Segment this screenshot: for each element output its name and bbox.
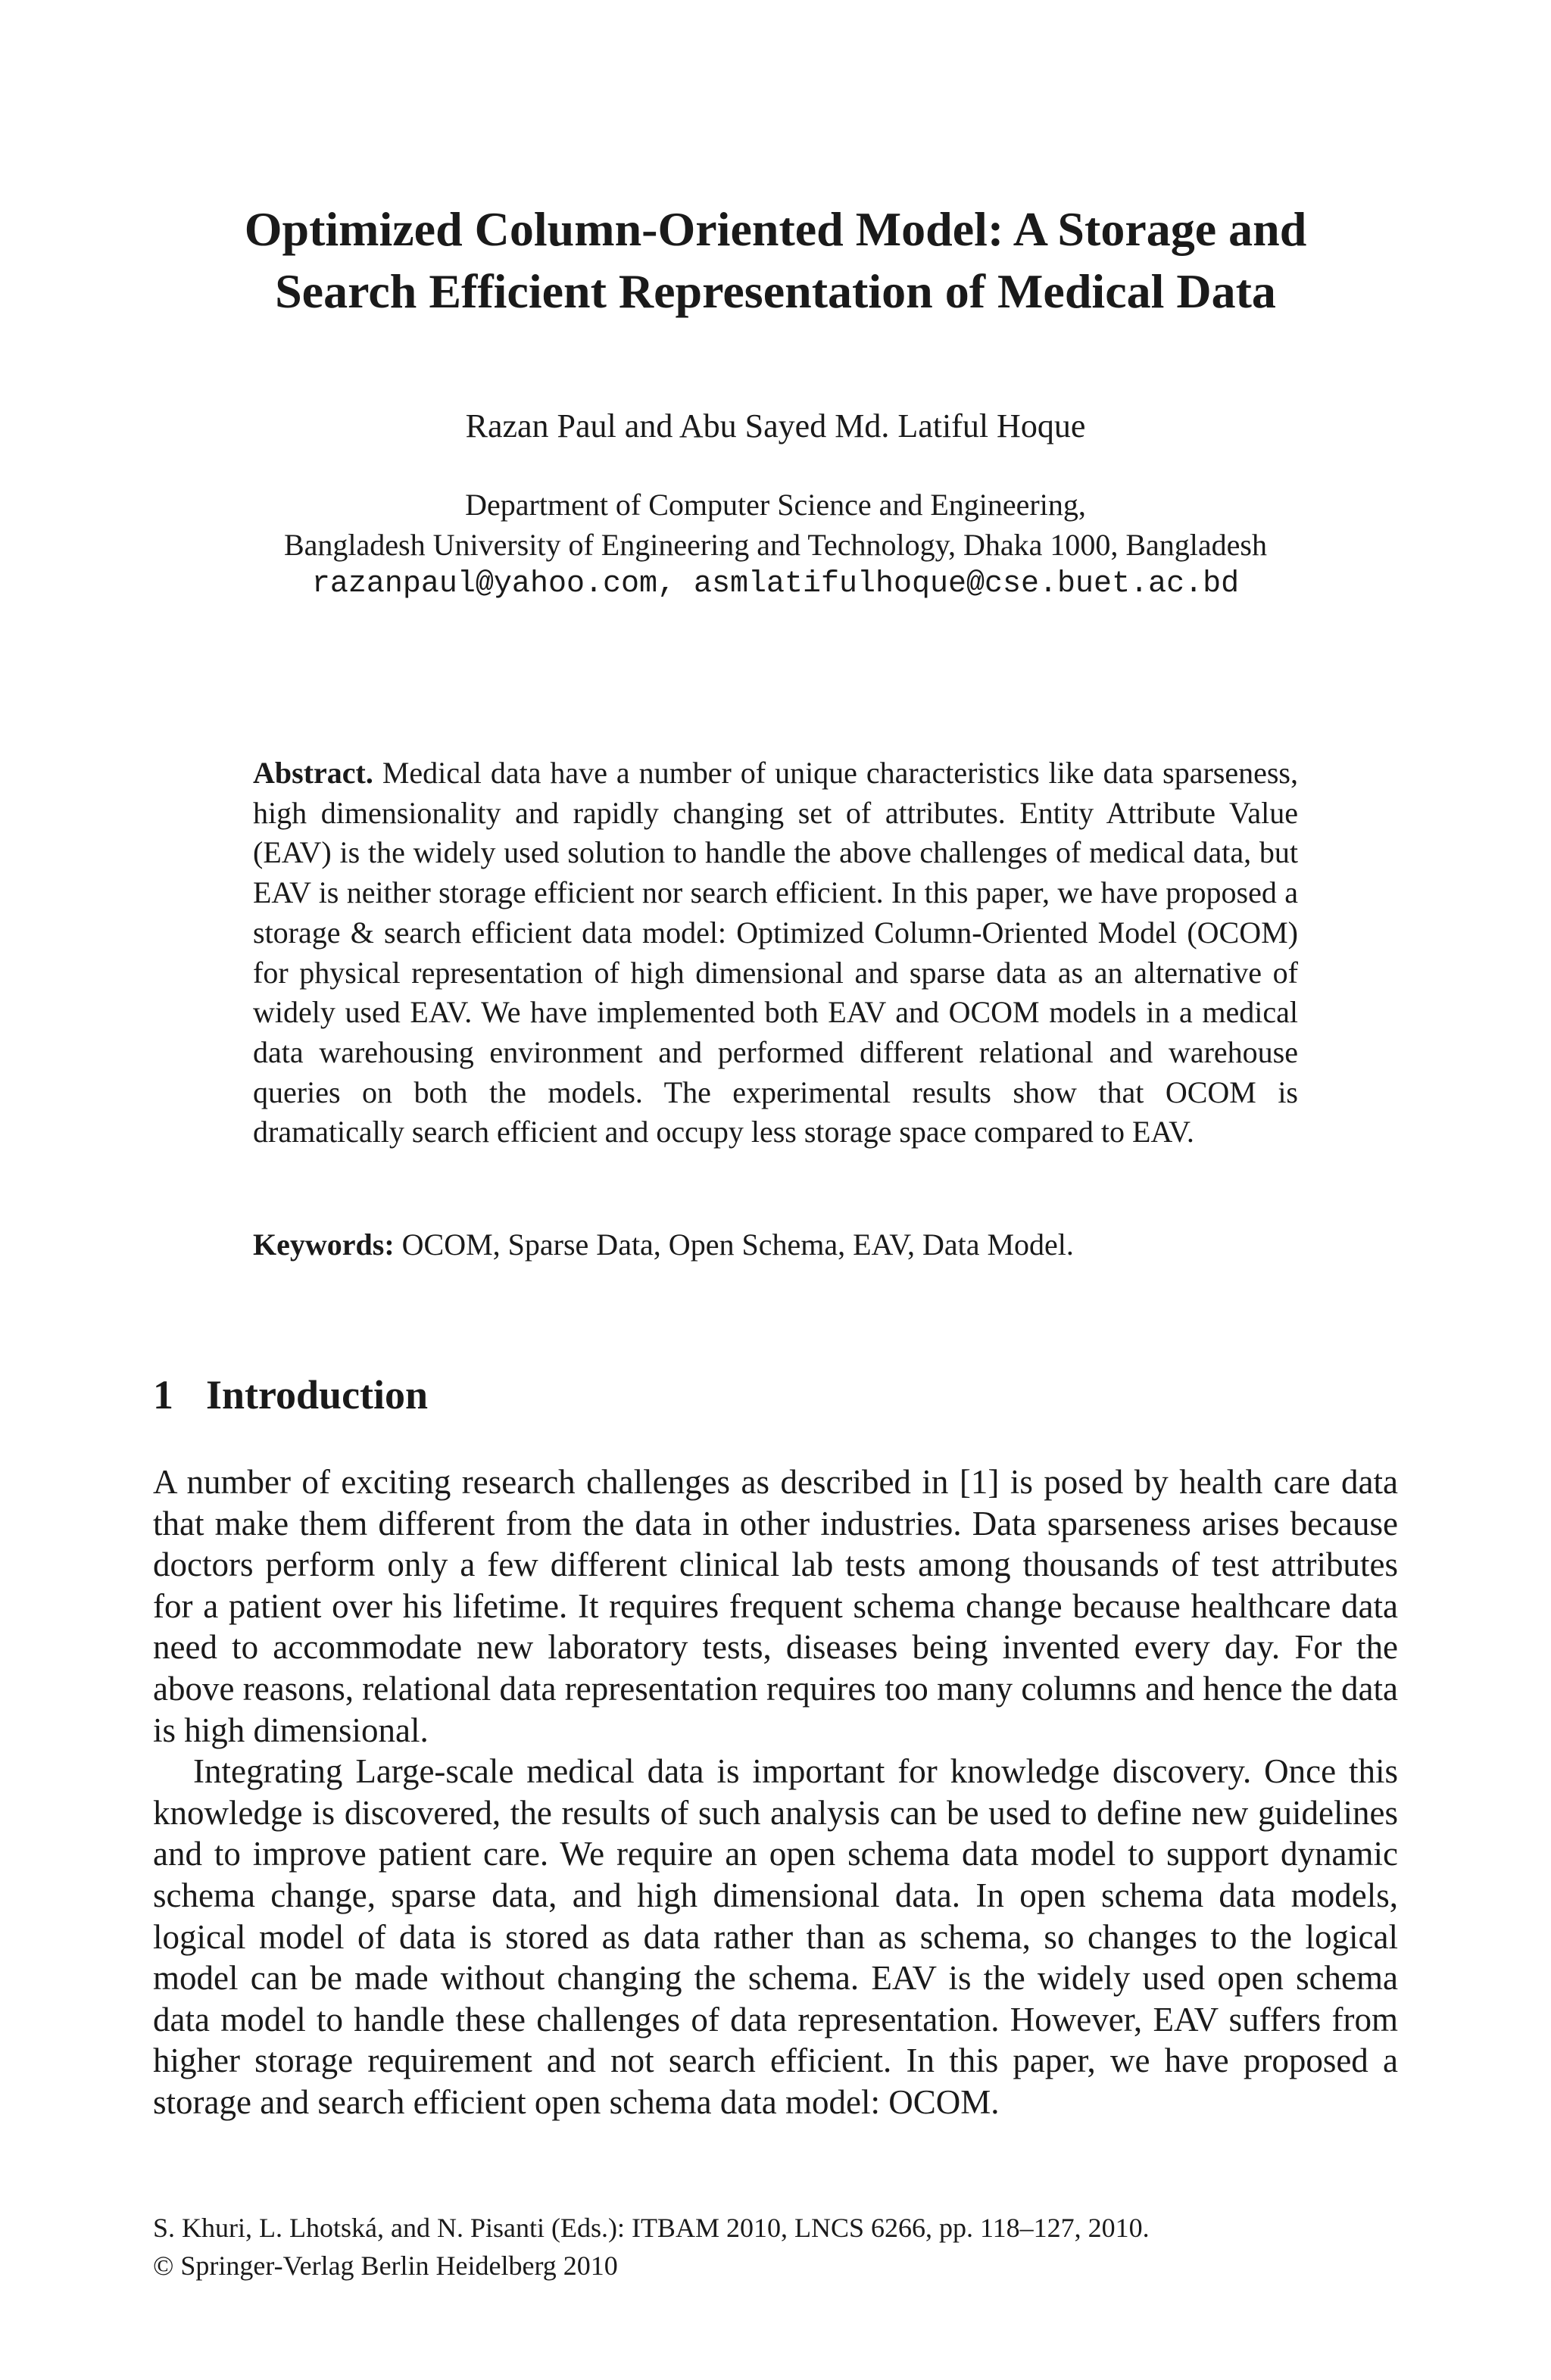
abstract-text: Medical data have a number of unique characteristics like data sparseness, high dimensionality and rapidly changing set of attributes. Entity Attribute Value (EAV) is the widely used solution to handle the above challenges of medical data, but EAV is neither storage efficient nor search efficient. In this paper, we have proposed a storage & search efficient data model: Optimized Column-Oriented Model (OCOM) for physical representation of high dimensional and sparse data as an alternative of widely used EAV. We have implemented both EAV and OCOM models in a medical data warehousing environment and performed different relational and warehouse queries on both the models. The experimental results show that OCOM is dramatically search efficient and occupy less storage space compared to EAV. bbox=[253, 756, 1298, 1149]
affiliation-line-2: Bangladesh University of Engineering and Technology, Dhaka 1000, Bangladesh bbox=[283, 528, 1267, 562]
affiliation bbox=[0, 485, 1551, 565]
footer-copyright: © Springer-Verlag Berlin Heidelberg 2010 bbox=[153, 2251, 618, 2281]
title-line-2: Search Efficient Representation of Medical Data bbox=[275, 264, 1276, 318]
keywords-label: Keywords: bbox=[253, 1227, 395, 1262]
keywords-text: OCOM, Sparse Data, Open Schema, EAV, Data Model. bbox=[401, 1227, 1074, 1262]
section-number: 1 bbox=[153, 1372, 173, 1418]
section-title: Introduction bbox=[206, 1372, 429, 1418]
section-heading bbox=[153, 1369, 428, 1421]
footer-citation: S. Khuri, L. Lhotská, and N. Pisanti (Eds.): ITBAM 2010, LNCS 6266, pp. 118–127, 2010. bbox=[153, 2213, 1150, 2243]
affiliation-line-1: Department of Computer Science and Engineering, bbox=[465, 488, 1086, 522]
section-body bbox=[153, 1461, 1398, 2123]
authors: Razan Paul and Abu Sayed Md. Latiful Hoque bbox=[465, 407, 1086, 444]
abstract-label: Abstract. bbox=[253, 756, 373, 790]
page-footer bbox=[153, 2209, 1150, 2285]
title-line-1: Optimized Column-Oriented Model: A Storage and bbox=[244, 202, 1307, 256]
keywords bbox=[253, 1225, 1298, 1265]
abstract bbox=[253, 753, 1298, 1153]
paper-title bbox=[0, 198, 1551, 323]
body-paragraph-2: Integrating Large-scale medical data is important for knowledge discovery. Once this knowledge is discovered, the results of such analysis can be used to define new guidelines and to improve patient care. We require an open schema data model to support dynamic schema change, sparse data, and high dimensional data. In open schema data models, logical model of data is stored as data rather than as schema, so changes to the logical model can be made without changing the schema. EAV is the widely used open schema data model to handle these challenges of data representation. However, EAV suffers from higher storage requirement and not search efficient. In this paper, we have proposed a storage and search efficient open schema data model: OCOM. bbox=[153, 1752, 1398, 2121]
author-emails: razanpaul@yahoo.com, asmlatifulhoque@cse.buet.ac.bd bbox=[311, 567, 1240, 601]
body-paragraph-1: A number of exciting research challenges as described in [1] is posed by health care data that make them different from the data in other industries. Data sparseness arises because doctors perform only a few different clinical lab tests among thousands of test attributes for a patient over his lifetime. It requires frequent schema change because healthcare data need to accommodate new laboratory tests, diseases being invented every day. For the above reasons, relational data representation requires too many columns and hence the data is high dimensional. bbox=[153, 1463, 1398, 1749]
